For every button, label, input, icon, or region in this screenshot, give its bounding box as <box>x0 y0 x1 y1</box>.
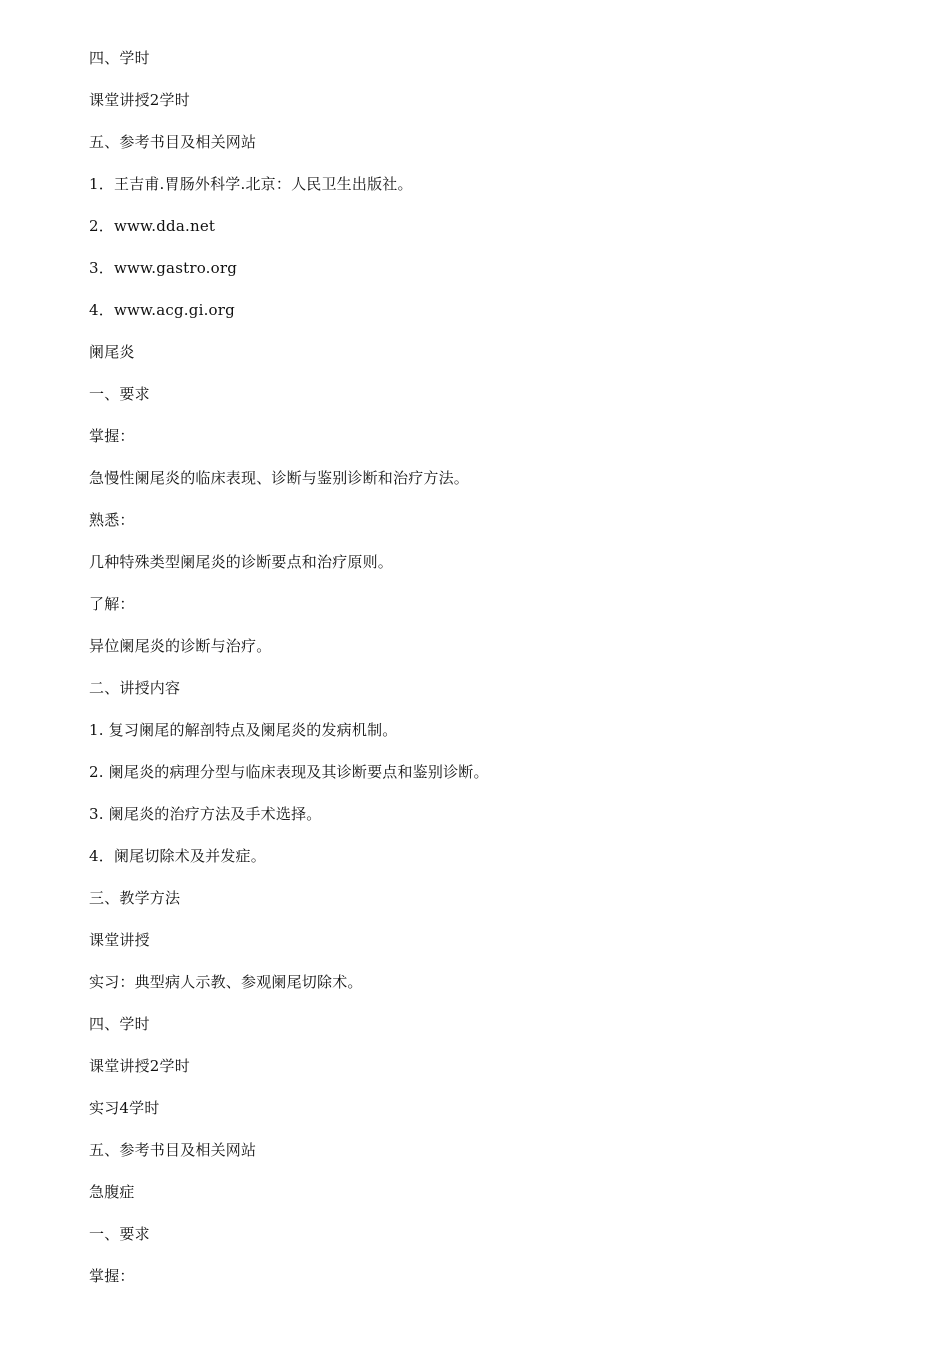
reference-item: 2．www.dda.net <box>89 217 216 235</box>
requirement-label: 掌握： <box>89 1267 135 1285</box>
paragraph: 课堂讲授2学时 <box>89 91 190 109</box>
reference-item: 1．王吉甫.胃肠外科学.北京：人民卫生出版社。 <box>89 175 413 193</box>
paragraph: 实习：典型病人示教、参观阑尾切除术。 <box>89 973 363 991</box>
requirement-label: 掌握： <box>89 427 135 445</box>
content-item: 2. 阑尾炎的病理分型与临床表现及其诊断要点和鉴别诊断。 <box>89 763 489 781</box>
section-heading: 一、要求 <box>89 385 150 403</box>
paragraph: 实习4学时 <box>89 1099 160 1117</box>
section-heading: 一、要求 <box>89 1225 150 1243</box>
requirement-label: 熟悉： <box>89 511 135 529</box>
paragraph: 异位阑尾炎的诊断与治疗。 <box>89 637 272 655</box>
paragraph: 几种特殊类型阑尾炎的诊断要点和治疗原则。 <box>89 553 394 571</box>
paragraph: 课堂讲授 <box>89 931 150 949</box>
section-heading: 五、参考书目及相关网站 <box>89 1141 257 1159</box>
reference-item: 3．www.gastro.org <box>89 259 238 277</box>
content-item: 4．阑尾切除术及并发症。 <box>89 847 266 865</box>
section-heading: 三、教学方法 <box>89 889 181 907</box>
paragraph: 急慢性阑尾炎的临床表现、诊断与鉴别诊断和治疗方法。 <box>89 469 470 487</box>
section-heading: 五、参考书目及相关网站 <box>89 133 257 151</box>
section-heading: 四、学时 <box>89 49 150 67</box>
content-item: 1. 复习阑尾的解剖特点及阑尾炎的发病机制。 <box>89 721 398 739</box>
chapter-title: 阑尾炎 <box>89 343 135 361</box>
section-heading: 二、讲授内容 <box>89 679 181 697</box>
content-item: 3. 阑尾炎的治疗方法及手术选择。 <box>89 805 322 823</box>
document-body <box>89 47 869 1307</box>
reference-item: 4．www.acg.gi.org <box>89 301 235 319</box>
paragraph: 课堂讲授2学时 <box>89 1057 190 1075</box>
chapter-title: 急腹症 <box>89 1183 135 1201</box>
requirement-label: 了解： <box>89 595 135 613</box>
section-heading: 四、学时 <box>89 1015 150 1033</box>
